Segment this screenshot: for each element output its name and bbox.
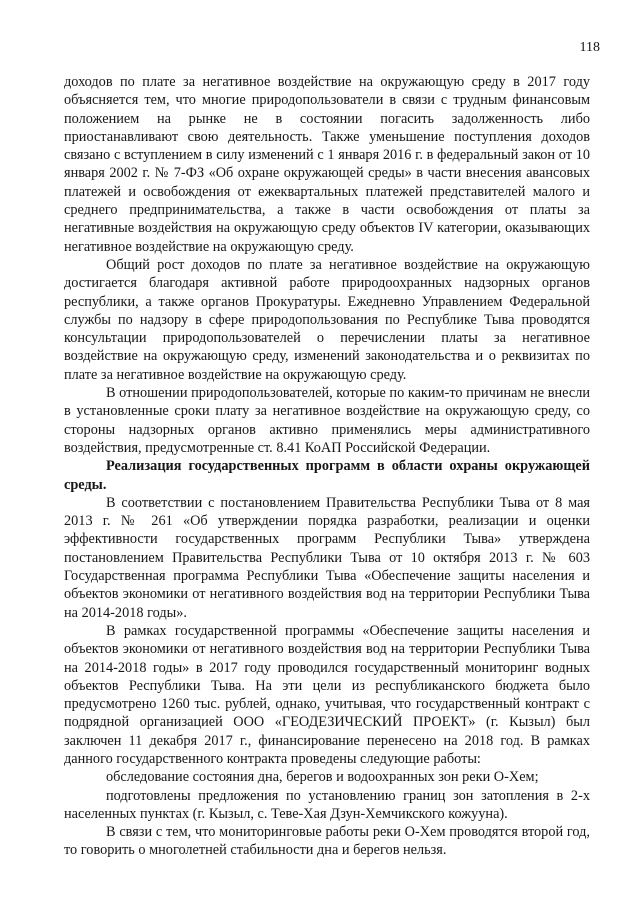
body-text [64,73,590,860]
paragraph: В связи с тем, что мониторинговые работы реки О-Хем проводятся второй год, то говорить о многолетней стабильности дна и берегов нельзя. [64,824,590,859]
paragraph: доходов по плате за негативное воздействие на окружающую среду в 2017 году объясняется тем, что многие природопользователи в связи с трудным финансовым положением на рынке не в состоянии погасить задолженность либо приостанавливают свою деятельность. Также уменьшение поступления доходов связано с вступлением в силу изменений с 1 января 2016 г. в федеральный закон от 10 января 2002 г. № 7-ФЗ «Об охране окружающей среды» в части внесения авансовых платежей и освобождения от ежеквартальных платежей представителей малого и среднего предпринимательства, а также в части освобождения от платы за негативные воздействия на окружающую среду объектов IV категории, оказывающих негативное воздействие на окружающую среду. [64,74,590,255]
list-item: подготовлены предложения по установлению границ зон затопления в 2-х населенных пунктах (г. Кызыл, с. Теве-Хая Дзун-Хемчикского кожууна). [64,787,590,822]
list-item: обследование состояния дна, берегов и водоохранных зон реки О-Хем; [106,769,539,786]
paragraph: В отношении природопользователей, которые по каким-то причинам не внесли в установленные сроки плату за негативное воздействие на окружающую среду, со стороны надзорных органов активно применялись меры административного воздействия, предусмотренные ст. 8.41 КоАП Российской Федерации. [64,385,590,456]
paragraph: Общий рост доходов по плате за негативное воздействие на окружающую достигается благодаря активной работе природоохранных надзорных органов республики, а также органов Прокуратуры. Ежедневно Управлением Федеральной службы по надзору в сфере природопользования по Республике Тыва проводятся консультации природопользователей о перечислении платы за негативное воздействие на окружающую среду, изменений законодательства и о реквизитах по плате за негативное воздействие на окружающую среду. [64,256,590,383]
paragraph: В рамках государственной программы «Обеспечение защиты населения и объектов экономики от негативного воздействия вод на территории Республики Тыва на 2014-2018 годы» в 2017 году проводился государственный мониторинг водных объектов Республики Тыва. На эти цели из республиканского бюджета было предусмотрено 1260 тыс. рублей, однако, учитывая, что государственный контракт с подрядной организацией ООО «ГЕОДЕЗИЧЕСКИЙ ПРОЕКТ» (г. Кызыл) был заключен 11 декабря 2017 г., финансирование перенесено на 2018 год. В рамках данного государственного контракта проведены следующие работы: [64,622,590,767]
paragraph: В соответствии с постановлением Правительства Республики Тыва от 8 мая 2013 г. № 261 «Об утверждении порядка разработки, реализации и оценки эффективности государственных программ Республики Тыва» утверждена постановлением Правительства Республики Тыва от 10 октября 2013 г. № 603 Государственная программа Республики Тыва «Обеспечение защиты населения и объектов экономики от негативного воздействия вод на территории Республики Тыва на 2014-2018 годы». [64,494,590,621]
page-number: 118 [579,40,600,55]
section-heading: Реализация государственных программ в области охраны окружающей среды. [64,458,590,493]
